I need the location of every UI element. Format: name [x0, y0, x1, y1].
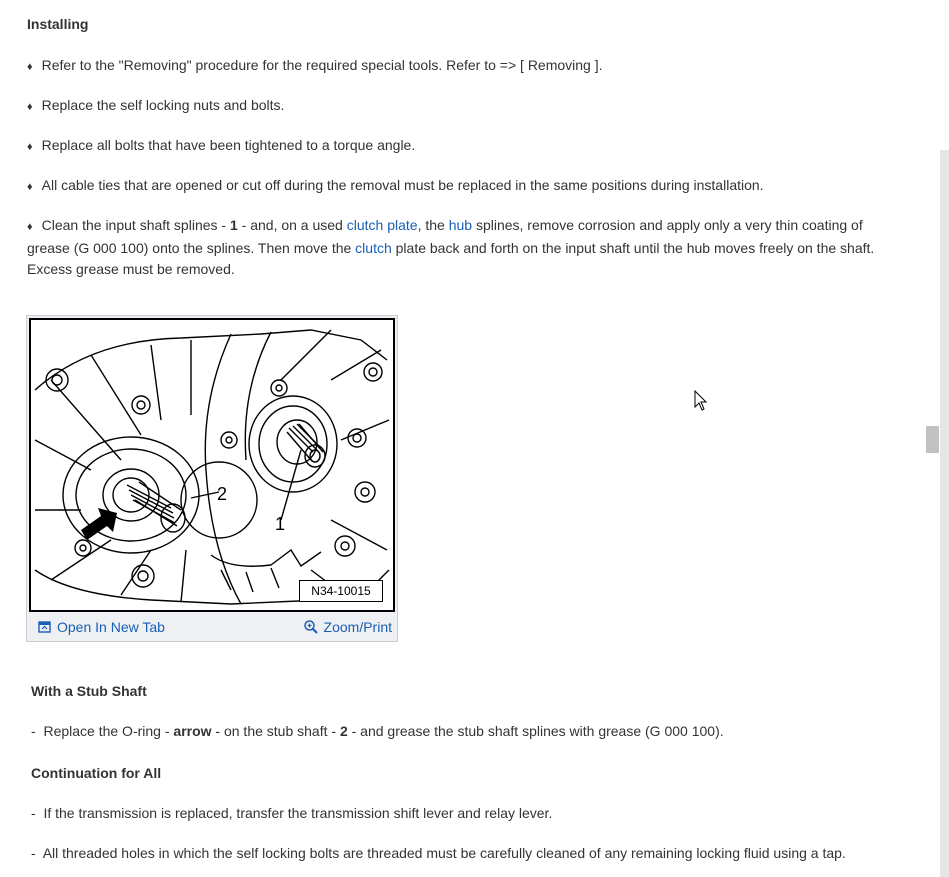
diamond-bullet-icon: ♦: [27, 141, 33, 153]
bullet-item: ♦ Replace the self locking nuts and bolts.: [27, 97, 285, 113]
diamond-bullet-icon: ♦: [27, 61, 33, 73]
clean-splines-paragraph: ♦ Clean the input shaft splines - 1 - and, on a used clutch plate, the hub splines, remove corrosion and apply only a very thin coating of grease (G 000 100) onto the splines. Then move the clutch plate back and forth on the input shaft until the hub moves freely on the shaft. Excess grease must be removed.: [27, 217, 875, 277]
continuation-step: - All threaded holes in which the self locking bolts are threaded must be carefully cleaned of any remaining locking fluid using a tap.: [31, 845, 846, 861]
installing-heading: Installing: [27, 16, 89, 32]
dash-marker: -: [31, 805, 36, 821]
scrollbar-rail[interactable]: [940, 150, 949, 877]
figure-panel: [26, 315, 398, 642]
stub-shaft-step: - Replace the O-ring - arrow - on the stub shaft - 2 - and grease the stub shaft splines with grease (G 000 100).: [31, 723, 724, 739]
continuation-heading: Continuation for All: [31, 765, 162, 781]
zoom-icon: [304, 620, 318, 634]
diamond-bullet-icon: ♦: [27, 181, 33, 193]
mouse-cursor-icon: [694, 390, 708, 412]
zoom-print-link[interactable]: Zoom/Print: [304, 619, 392, 635]
diamond-bullet-icon: ♦: [27, 221, 33, 233]
transmission-drawing: [31, 320, 393, 610]
callout-label-1: 1: [275, 514, 286, 534]
clutch-link[interactable]: clutch: [355, 240, 392, 256]
stub-shaft-heading: With a Stub Shaft: [31, 683, 147, 699]
hub-link[interactable]: hub: [448, 217, 473, 233]
arrow-indicator: [81, 508, 117, 540]
dash-marker: -: [31, 723, 36, 739]
scrollbar-thumb[interactable]: [926, 426, 939, 453]
open-new-tab-link[interactable]: Open In New Tab: [38, 619, 165, 635]
bullet-item: ♦ All cable ties that are opened or cut off during the removal must be replaced in the same positions during installation.: [27, 177, 764, 193]
transmission-illustration[interactable]: [29, 318, 395, 612]
bullet-item: ♦ Replace all bolts that have been tightened to a torque angle.: [27, 137, 416, 153]
figure-code-label: N34-10015: [299, 580, 383, 602]
clutch-plate-link[interactable]: clutch plate: [346, 217, 418, 233]
dash-marker: -: [31, 845, 36, 861]
bullet-item: ♦ Refer to the "Removing" procedure for the required special tools. Refer to => [ Removing ].: [27, 57, 603, 73]
continuation-step: - If the transmission is replaced, transfer the transmission shift lever and relay lever.: [31, 805, 553, 821]
open-new-tab-icon: [38, 621, 51, 633]
diamond-bullet-icon: ♦: [27, 101, 33, 113]
callout-label-2: 2: [217, 484, 228, 504]
